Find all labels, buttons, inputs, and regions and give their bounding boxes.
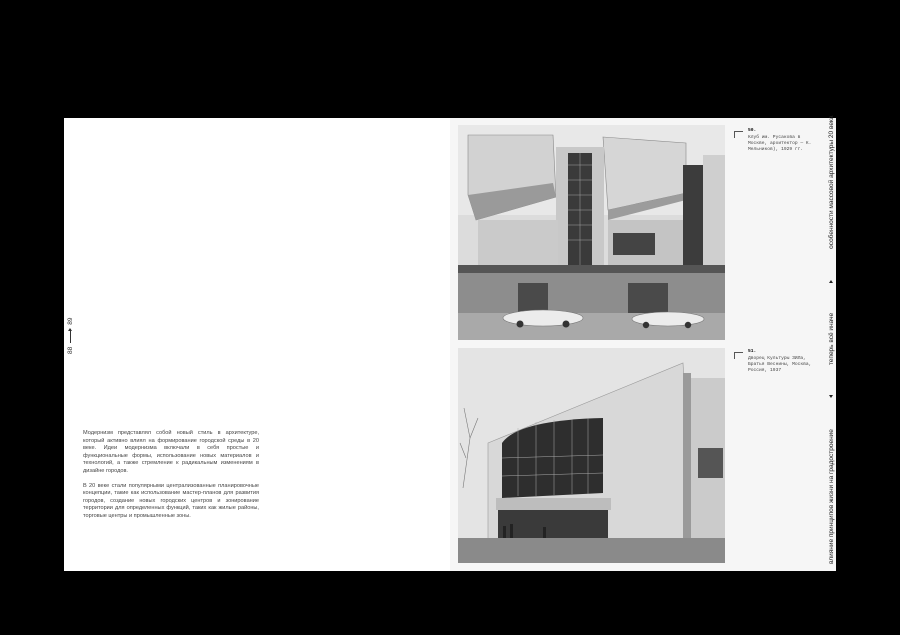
body-paragraph-2: В 20 веке стали популярными централизованные планировочные концепции, такие как использование мастер-планов для развития городов, создание новых городских центров и зонирование территории для определенных функций, таких как жилые районы, торговые центры и промышленные зоны. — [83, 482, 259, 519]
right-page — [450, 118, 836, 571]
figure-caption-50 — [748, 128, 820, 153]
page-number-left: 88 — [67, 346, 74, 354]
body-paragraph-1: Модернизм представлял собой новый стиль в архитектуре, который активно влиял на формирование городской среды в 20 веке. Идеи модернизма включали в себя простые и функциональные формы, использование новых материалов и технологий, а также стремление к радикальным изменениям в дизайне городов. — [83, 430, 259, 474]
page-numbers — [67, 314, 74, 354]
caption-pointer-51 — [734, 352, 743, 359]
left-page — [64, 118, 450, 571]
page-number-right: 89 — [67, 317, 74, 325]
body-text — [83, 430, 259, 528]
book-spread — [64, 115, 836, 571]
figure-caption-51 — [748, 349, 820, 374]
photo-zil-palace — [458, 348, 725, 563]
caption-pointer-50 — [734, 131, 743, 138]
figure-number-50: 50. — [748, 128, 757, 133]
sidebar-section-2: теперь всё иначе — [827, 312, 835, 366]
arrow-right-icon — [70, 329, 71, 343]
vertical-sidebar-nav — [826, 115, 836, 564]
sidebar-section-3: особенности массовой архитектуры 20 века — [827, 115, 835, 249]
photo-rusakov-club — [458, 125, 725, 340]
figure-number-51: 51. — [748, 349, 757, 354]
sidebar-section-1: влияние принципов жизни на градостроение — [827, 429, 835, 564]
figure-caption-text-50: Клуб им. Русакова в Москве, архитектор — К. Мельников), 1929 гг. — [748, 135, 812, 152]
figure-caption-text-51: Дворец Культуры ЗИЛа, Братья Веснины, Москва, Россия, 1937 — [748, 356, 812, 373]
